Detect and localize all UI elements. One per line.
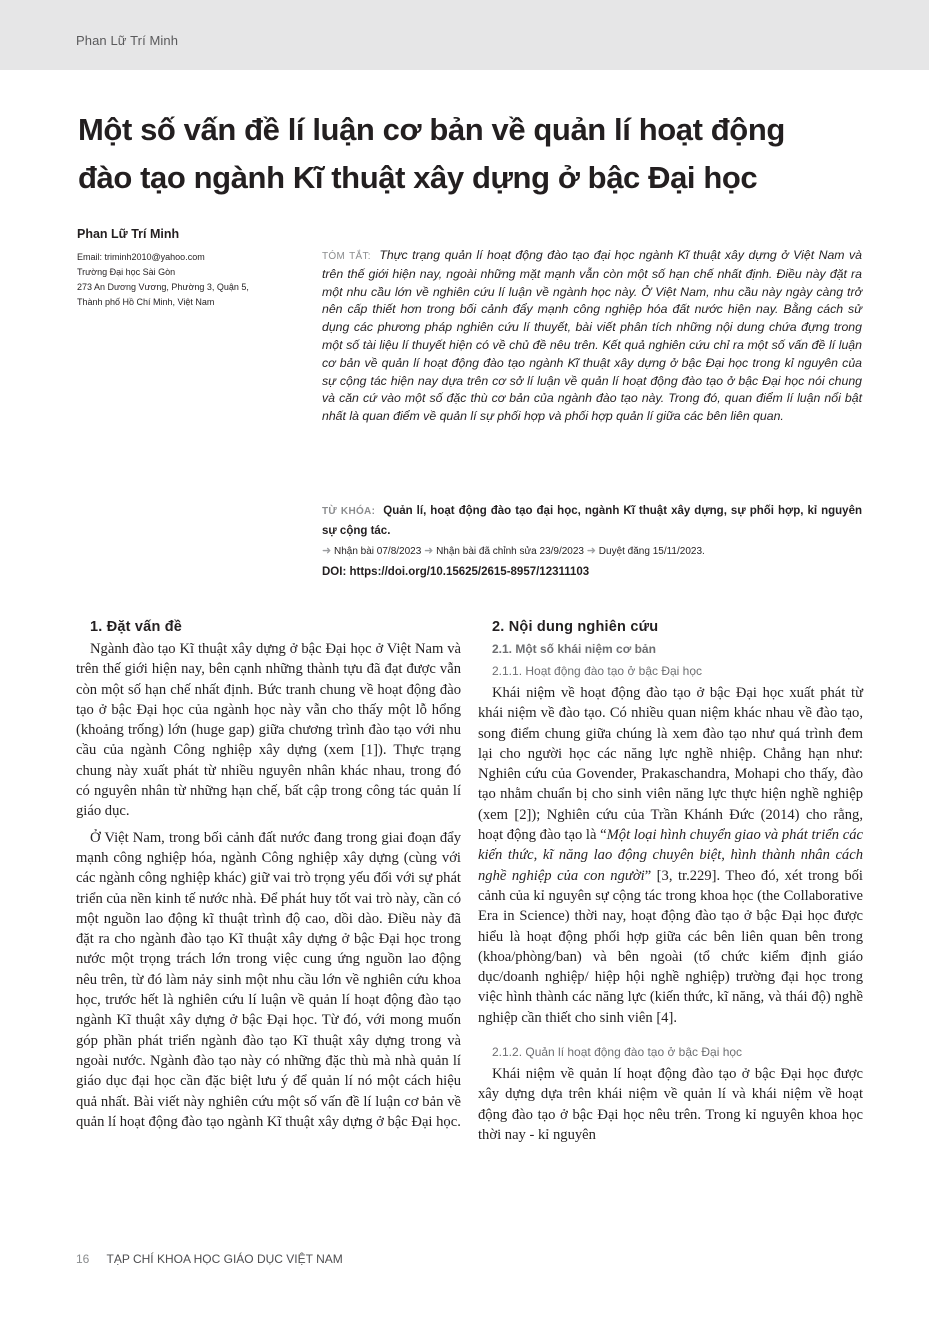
keywords-label: TỪ KHÓA: (322, 506, 376, 517)
paragraph-text: ” [3, tr.229]. Theo đó, xét trong bối cảnh của kỉ nguyên sự cộng tác trong khoa học (the Collaborative Era in Science) thời nay, hoạt động đào tạo ở bậc Đại học được hiểu là hoạt động phối hợp giữa các bên liên quan bên trong (khoa/phòng/ban) và bên ngoài (tổ chức kiểm định giáo dục/doanh nghiệp/ hiệp hội nghề nghiệp) trường đại học trong việc hình thành các năng lực (kiến thức, kĩ năng, và thái độ) nghề nghiệp cần thiết cho sinh viên [4]. (478, 867, 863, 1026)
section-heading-1: 1. Đặt vấn đề (90, 619, 183, 635)
paragraph: Ngành đào tạo Kĩ thuật xây dựng ở bậc Đại học ở Việt Nam và trên thế giới hiện nay, bên cạnh những thành tựu đã đạt được vẫn còn một số hạn chế nhất định. Bức tranh chung về hoạt động đào tạo ở bậc Đại học của ngành học này vẫn cho thấy một lỗ hổng (khoảng trống) lớn (huge gap) giữa chương trình đào tạo với nhu cầu của ngành Công nghiệp xây dựng (xem [1]). Thực trạng chung này xuất phát từ nhiều nguyên nhân khác nhau, trong đó có nguyên nhân từ những hạn chế, bất cập trong công tác quản lí giáo dục. (76, 641, 461, 820)
keywords (322, 502, 862, 541)
article-dates (322, 544, 882, 557)
running-header-author: Phan Lữ Trí Minh (76, 33, 179, 48)
article-title (78, 106, 868, 202)
doi-link[interactable]: DOI: https://doi.org/10.15625/2615-8957/12311103 (322, 566, 590, 578)
abstract (322, 247, 862, 426)
author-email: Email: triminh2010@yahoo.com (77, 252, 205, 262)
arrow-right-icon: ➜ (424, 545, 434, 557)
author-address-line-2: Thành phố Hồ Chí Minh, Việt Nam (77, 297, 215, 307)
section-heading-2: 2. Nội dung nghiên cứu (492, 619, 659, 635)
arrow-right-icon: ➜ (586, 545, 596, 557)
page-number: 16 (76, 1252, 90, 1266)
date-accepted: Duyệt đăng 15/11/2023. (598, 546, 705, 557)
page-footer (76, 1252, 343, 1266)
author-name: Phan Lữ Trí Minh (77, 227, 180, 241)
arrow-right-icon: ➜ (322, 545, 332, 557)
quote-text: Một loại hình chuyển giao và phát triển các kiến thức, kĩ năng lao động chuyên biệt, hình thành nhân cách nghề nghiệp của con người (478, 827, 863, 884)
paragraph (478, 683, 863, 1028)
subsection-heading-2-1-1: 2.1.1. Hoạt động đào tạo ở bậc Đại học (492, 664, 703, 678)
author-address-line-1: 273 An Dương Vương, Phường 3, Quận 5, (77, 282, 249, 292)
abstract-label: TÓM TẮT: (322, 251, 371, 262)
right-column (478, 617, 863, 1151)
date-revised: Nhận bài đã chỉnh sửa 23/9/2023 (436, 546, 584, 557)
subsection-heading-2-1-2: 2.1.2. Quản lí hoạt động đào tạo ở bậc Đại học (492, 1045, 743, 1060)
author-affiliation: Trường Đại học Sài Gòn (77, 267, 176, 277)
keywords-text: Quản lí, hoạt động đào tạo đại học, ngành Kĩ thuật xây dựng, sự phối hợp, kỉ nguyên sự cộng tác. (322, 505, 862, 537)
journal-name: TẠP CHÍ KHOA HỌC GIÁO DỤC VIỆT NAM (106, 1252, 343, 1266)
left-column (76, 617, 461, 1138)
abstract-text: Thực trạng quản lí hoạt động đào tạo đại học ngành Kĩ thuật xây dựng ở Việt Nam và trên thế giới hiện nay, ngoài những mặt mạnh vẫn còn một số hạn chế nhất định. Điều này đặt ra một nhu cầu lớn về nghiên cứu lí luận về ngành học này. Ở Việt Nam, nhu cầu này ngày càng trở nên cấp thiết hơn trong bối cảnh đẩy mạnh công nghiệp hóa đất nước hiện nay. Bằng cách sử dụng các phương pháp nghiên cứu lí thuyết, bài viết phân tích những nội dung chứa đựng trong một số tài liệu lí thuyết hiện có về chủ đề nêu trên. Kết quả nghiên cứu chỉ ra một số vấn đề lí luận cơ bản về quản lí hoạt động đào tạo ngành Kĩ thuật xây dựng ở bậc Đại học trong kỉ nguyên của sự cộng tác hiện nay dựa trên cơ sở lí luận về quản lí hoạt động đào tạo ở bậc Đại học nói chung và căn cứ vào một số đặc thù cơ bản của ngành đào tạo này. Trong đó, quan điểm lí luận nổi bật nhất là quan điểm về quản lí sự phối hợp và phối hợp quản lí giữa các bên liên quan. (322, 248, 863, 424)
subsection-heading-2-1: 2.1. Một số khái niệm cơ bản (492, 642, 656, 656)
title-line-1: Một số vấn đề lí luận cơ bản về quản lí hoạt động (78, 112, 785, 147)
header-bar (0, 0, 929, 70)
title-line-2: đào tạo ngành Kĩ thuật xây dựng ở bậc Đại học (78, 160, 758, 195)
date-received: Nhận bài 07/8/2023 (334, 546, 422, 557)
author-block (77, 227, 307, 310)
paragraph: Ở Việt Nam, trong bối cảnh đất nước đang trong giai đoạn đẩy mạnh công nghiệp hóa, ngành Công nghiệp xây dựng (cùng với các ngành công nghiệp khác) giữ vai trò trọng yếu đối với sự phát triển của nền kinh tế nước nhà. Để phát huy tốt vai trò này, cần có một nguồn lao động kĩ thuật trình độ cao, dồi dào. Điều này đã đặt ra cho ngành đào tạo Kĩ thuật xây dựng ở bậc Đại học trong nước một trọng trách lớn trong việc cung ứng nguồn lao động nêu trên, từ đó làm nảy sinh một nhu cầu lớn về nghiên cứu khoa học, trước hết là nghiên cứu lí luận về quản lí hoạt động đào tạo ngành Kĩ thuật xây dựng ở bậc Đại học. Từ đó, với mong muốn góp phần phát triển ngành đào tạo Kĩ thuật xây dựng trong và ngoài nước. Ngành đào tạo này có những đặc thù mà nhà quản lí giáo dục đại học cần đặc biệt lưu ý để quản lí nó một cách hiệu quả nhất. Bài viết này nghiên cứu một số vấn đề lí luận cơ bản về quản lí hoạt động đào tạo ngành Kĩ thuật xây dựng ở bậc Đại học. (76, 829, 461, 1130)
paragraph-text: Khái niệm về hoạt động đào tạo ở bậc Đại học xuất phát từ khái niệm về đào tạo. Có nhiều quan niệm khác nhau về đào tạo, song điểm chung giữa chúng là xem đào tạo như quá trình đem lại cho người học các năng lực nghề nhiệp. Chẳng hạn như: Nghiên cứu của Govender, Prakaschandra, Mohapi cho thấy, đào tạo nhằm chuẩn bị cho sinh viên năng lực thực hiện nghề nghiệp (xem [2]); Nghiên cứu của Trần Khánh Đức (2014) cho rằng, hoạt động đào tạo là “ (478, 685, 863, 844)
paragraph: Khái niệm về quản lí hoạt động đào tạo ở bậc Đại học được xây dựng dựa trên khái niệm về quản lí và khái niệm về hoạt động đào tạo ở bậc Đại học nêu trên. Trong kỉ nguyên khoa học thời nay - kỉ nguyên (478, 1066, 863, 1143)
